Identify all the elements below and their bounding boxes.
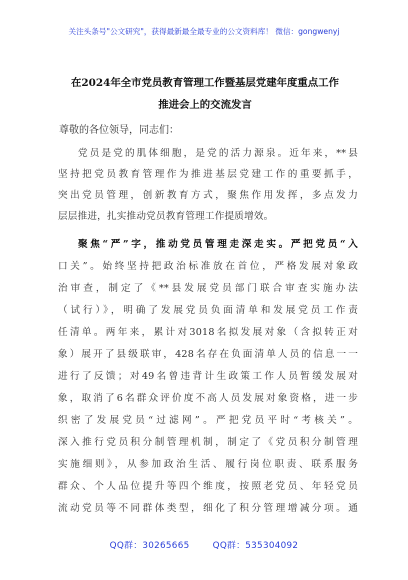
body-line: 织密了发展党员“过滤网”。严把党员平时“考核关”。	[58, 415, 358, 426]
header-banner: 关注头条号"公文研究"，获得最新最全最专业的公文资料库！ 微信：gongwenyj	[68, 27, 340, 36]
document-title-line-2: 推进会上的交流发言	[158, 99, 252, 111]
section-heading-line: 聚焦“严”字，推动党员管理走深走实。严把党员“入	[78, 239, 358, 250]
body-line: 进行了反馈；对49名曾违背计生政策工作人员暂缓发展对	[58, 371, 358, 382]
body-line: （试行）》，明确了发展党员负面清单和发展党员工作责	[58, 305, 358, 316]
body-line: 象，取消了6名群众评价度不高人员发展对象资格，进一步	[58, 393, 358, 404]
body-line: 实施细则》，从参加政治生活、履行岗位职责、联系服务	[58, 459, 358, 470]
salutation: 尊敬的各位领导，同志们：	[59, 125, 179, 136]
body-line: 党员是党的肌体细胞，是党的活力源泉。近年来，**县	[78, 148, 358, 159]
body-line: 治审查，制定了《**县发展党员部门联合审查实施办法	[58, 283, 358, 294]
footer-qq-group-2: QQ群：535304092	[212, 541, 299, 551]
document-title-line-1: 在2024年全市党员教育管理工作暨基层党建年度重点工作	[71, 77, 339, 89]
body-line: 突出党员管理，创新教育方式，聚焦作用发挥，多点发力	[58, 190, 358, 201]
body-line: 象）展开了县级联审，428名存在负面清单人员的信息一一	[58, 349, 358, 360]
footer-qq-group-1: QQ群：30265665	[109, 541, 190, 551]
body-line: 任清单。两年来，累计对3018名拟发展对象（含拟转正对	[58, 327, 358, 338]
body-line: 层层推进，扎实推动党员教育管理工作提质增效。	[58, 211, 274, 222]
body-line: 坚持把党员教育管理作为推进基层党建工作的重要抓手，	[58, 169, 358, 180]
body-line: 深入推行党员积分制管理机制，制定了《党员积分制管理	[58, 437, 358, 448]
body-line: 群众、个人品位提升等四个维度，按照老党员、年轻党员	[58, 481, 358, 492]
body-line: 口关”。始终坚持把政治标准放在首位，严格发展对象政	[58, 261, 358, 272]
body-line: 流动党员等不同群体类型，细化了积分管理增减分项。通	[58, 503, 358, 514]
footer-contact	[0, 538, 408, 551]
